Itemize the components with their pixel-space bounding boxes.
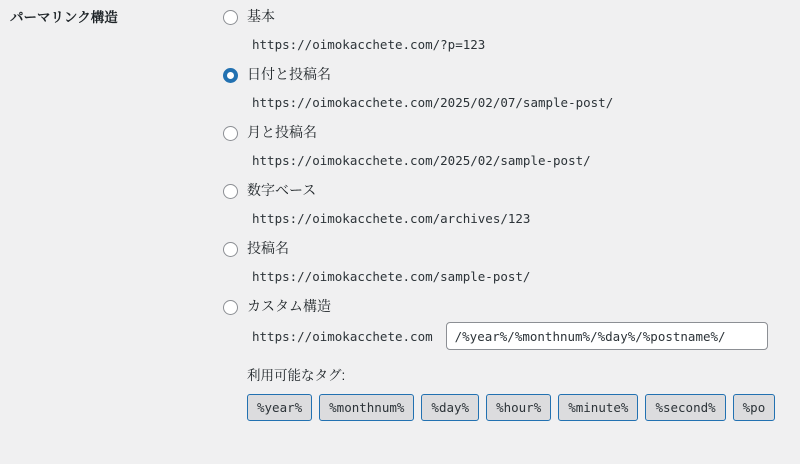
option-header[interactable] bbox=[200, 4, 800, 30]
option-header[interactable] bbox=[200, 236, 800, 262]
option-url-line bbox=[247, 148, 800, 172]
option-label-day-and-name: 日付と投稿名 bbox=[247, 66, 331, 83]
tag-button-second[interactable]: %second% bbox=[645, 394, 725, 421]
custom-url-prefix: https://oimokacchete.com bbox=[247, 326, 438, 347]
option-url-line bbox=[247, 206, 800, 230]
option-url-post-name: https://oimokacchete.com/sample-post/ bbox=[247, 266, 535, 287]
option-header[interactable] bbox=[200, 294, 800, 320]
row-label-column bbox=[0, 0, 200, 464]
option-url-basic: https://oimokacchete.com/?p=123 bbox=[247, 34, 490, 55]
radio-custom[interactable] bbox=[223, 300, 238, 315]
tag-button-post-id[interactable]: %po bbox=[733, 394, 776, 421]
option-label-basic: 基本 bbox=[247, 8, 275, 25]
radio-post-name[interactable] bbox=[223, 242, 238, 257]
page-title: パーマリンク構造 bbox=[10, 10, 118, 25]
option-header[interactable] bbox=[200, 178, 800, 204]
tag-button-year[interactable]: %year% bbox=[247, 394, 312, 421]
permalink-option-month-and-name[interactable] bbox=[200, 120, 800, 172]
tag-button-minute[interactable]: %minute% bbox=[558, 394, 638, 421]
option-label-custom: カスタム構造 bbox=[247, 298, 331, 315]
permalink-option-numeric[interactable] bbox=[200, 178, 800, 230]
option-header[interactable] bbox=[200, 120, 800, 146]
option-url-line bbox=[247, 264, 800, 288]
available-tags-label: 利用可能なタグ: bbox=[247, 368, 346, 383]
permalink-option-basic[interactable] bbox=[200, 4, 800, 56]
option-label-numeric: 数字ベース bbox=[247, 182, 317, 199]
option-label-post-name: 投稿名 bbox=[247, 240, 289, 257]
option-url-line bbox=[247, 32, 800, 56]
radio-day-and-name[interactable] bbox=[223, 68, 238, 83]
option-url-numeric: https://oimokacchete.com/archives/123 bbox=[247, 208, 535, 229]
tag-button-day[interactable]: %day% bbox=[421, 394, 479, 421]
option-url-line bbox=[247, 90, 800, 114]
option-url-day-and-name: https://oimokacchete.com/2025/02/07/sample-post/ bbox=[247, 92, 618, 113]
radio-month-and-name[interactable] bbox=[223, 126, 238, 141]
option-header[interactable] bbox=[200, 62, 800, 88]
permalink-option-post-name[interactable] bbox=[200, 236, 800, 288]
radio-basic[interactable] bbox=[223, 10, 238, 25]
option-label-month-and-name: 月と投稿名 bbox=[247, 124, 317, 141]
permalink-option-custom[interactable] bbox=[200, 294, 800, 421]
available-tags-list bbox=[247, 394, 800, 421]
permalink-options-column bbox=[200, 0, 800, 464]
radio-numeric[interactable] bbox=[223, 184, 238, 199]
custom-structure-row bbox=[247, 322, 800, 350]
permalink-option-day-and-name[interactable] bbox=[200, 62, 800, 114]
custom-structure-input[interactable] bbox=[446, 322, 768, 350]
option-url-month-and-name: https://oimokacchete.com/2025/02/sample-post/ bbox=[247, 150, 596, 171]
tag-button-monthnum[interactable]: %monthnum% bbox=[319, 394, 414, 421]
tag-button-hour[interactable]: %hour% bbox=[486, 394, 551, 421]
